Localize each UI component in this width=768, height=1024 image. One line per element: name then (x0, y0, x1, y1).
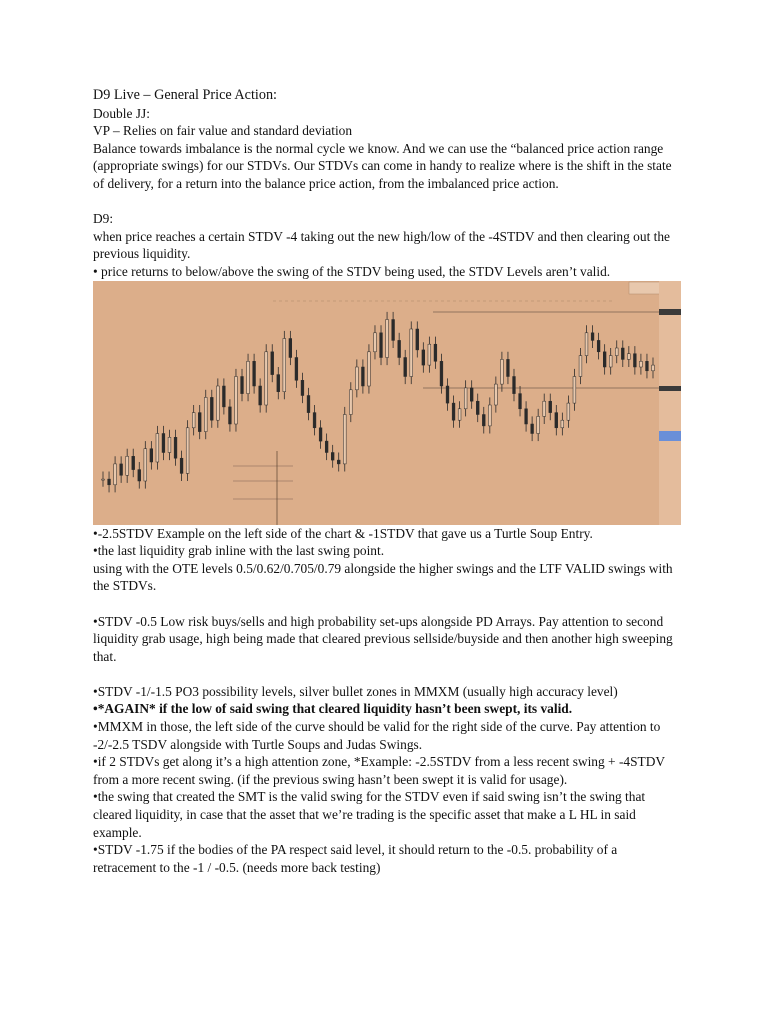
candle-body (138, 469, 141, 480)
candle-body (621, 348, 624, 359)
candle-body (192, 412, 195, 427)
candle-body (277, 374, 280, 391)
candle-body (241, 376, 244, 393)
candle-body (609, 355, 612, 366)
candle-body (331, 452, 334, 460)
candle-body (519, 393, 522, 408)
candle-body (108, 479, 111, 485)
paragraph-balance: Balance towards imbalance is the normal cycle we know. And we can use the “balanced price action range (appropriate swings) for our STDVs. Our STDVs can come in handy to realize where is the shift in the state of delivery, for a return into the balance price action, from the imbalanced price action. (93, 140, 672, 191)
candle-body (476, 401, 479, 414)
candle-body (482, 414, 485, 425)
candle-body (434, 344, 437, 361)
candle-body (222, 386, 225, 407)
candle-body (386, 319, 389, 357)
paragraph-vp: VP – Relies on fair value and standard deviation (93, 123, 353, 139)
paragraph-ote-levels: using with the OTE levels 0.5/0.62/0.705/0.79 alongside the higher swings and the LTF VALID swings with the STDVs. (93, 560, 673, 594)
candle-body (174, 437, 177, 458)
candle-body (458, 408, 461, 419)
candle-body (180, 458, 183, 473)
candle-body (198, 412, 201, 431)
candle-body (640, 361, 643, 367)
candle-body (361, 367, 364, 386)
candle-body (537, 416, 540, 433)
chart-info-box (629, 282, 663, 294)
candle-body (235, 376, 238, 424)
candle-body (313, 412, 316, 427)
candle-body (307, 395, 310, 412)
candle-body (132, 456, 135, 469)
price-axis (659, 281, 681, 525)
candles-group (102, 311, 655, 492)
candle-body (470, 387, 473, 400)
candle-body (603, 351, 606, 366)
candle-body (144, 448, 147, 480)
candle-body (543, 401, 546, 416)
candle-body (507, 359, 510, 376)
candle-body (114, 463, 117, 484)
candle-body (120, 463, 123, 474)
candle-body (355, 367, 358, 390)
candle-body (646, 361, 649, 371)
candle-body (150, 448, 153, 461)
paragraph-stdv1: •STDV -1/-1.5 PO3 possibility levels, silver bullet zones in MMXM (usually high accuracy level) (93, 683, 618, 699)
candle-body (259, 386, 262, 405)
candle-body (452, 403, 455, 420)
candle-body (283, 338, 286, 391)
candle-body (531, 424, 534, 434)
document-title: D9 Live – General Price Action: (93, 87, 277, 103)
candle-body (102, 479, 105, 480)
candle-body (392, 319, 395, 340)
candle-body (265, 351, 268, 404)
candle-body (567, 403, 570, 420)
candle-body (168, 437, 171, 452)
candle-body (446, 386, 449, 403)
price-chart (93, 281, 681, 525)
paragraph-stdv4: when price reaches a certain STDV -4 taking out the new high/low of the -4STDV and then clearing out the previous liquidity. (93, 228, 670, 262)
paragraph-smt: •the swing that created the SMT is the valid swing for the STDV even if said swing isn’t the swing that cleared liquidity, in case that the asset that we’re trading is the specific asset that make a L HL in said example. (93, 789, 646, 840)
candle-body (229, 406, 232, 423)
candle-body (398, 340, 401, 357)
candle-body (513, 376, 516, 393)
candle-body (652, 365, 655, 371)
paragraph-mmxm: •MMXM in those, the left side of the curve should be valid for the right side of the curve. Pay attention to -2/-2.5 TSDV alongside with Turtle Soups and Judas Swings. (93, 719, 661, 752)
candle-body (204, 397, 207, 431)
candle-body (186, 427, 189, 473)
candle-body (525, 408, 528, 423)
candle-body (295, 357, 298, 380)
candle-body (422, 349, 425, 364)
paragraph-price-returns: • price returns to below/above the swing of the STDV being used, the STDV Levels aren’t valid. (93, 263, 611, 279)
candle-body (404, 357, 407, 376)
candle-body (301, 380, 304, 395)
candle-body (597, 340, 600, 351)
candle-body (591, 332, 594, 340)
candle-body (488, 405, 491, 426)
candle-body (216, 386, 219, 420)
candle-body (416, 329, 419, 350)
candle-body (494, 384, 497, 405)
candle-body (440, 361, 443, 386)
candle-body (633, 353, 636, 366)
price-marker-mid (659, 386, 681, 391)
candle-body (126, 456, 129, 475)
candle-body (464, 387, 467, 408)
candle-body (585, 332, 588, 355)
candle-body (380, 332, 383, 357)
paragraph-stdv175: •STDV -1.75 if the bodies of the PA respect said level, it should return to the -0.5. probability of a retracement to the -1 / -0.5. (needs more back testing) (93, 842, 618, 875)
paragraph-double-jj: Double JJ: (93, 105, 150, 121)
paragraph-stdv05: •STDV -0.5 Low risk buys/sells and high probability set-ups alongside PD Arrays. Pay attention to second liquidity grab usage, high being made that cleared previous sellside/buyside and then another high sweeping that. (93, 613, 673, 664)
paragraph-last-liquidity: •the last liquidity grab inline with the last swing point. (93, 543, 385, 559)
candle-body (549, 401, 552, 412)
candle-body (368, 351, 371, 385)
price-chart-image (93, 281, 681, 525)
candle-body (349, 389, 352, 414)
price-marker-top (659, 309, 681, 315)
paragraph-25stdv: •-2.5STDV Example on the left side of the chart & -1STDV that gave us a Turtle Soup Entry. (93, 525, 593, 541)
candle-body (325, 441, 328, 452)
candle-body (428, 344, 431, 365)
candle-body (555, 412, 558, 427)
paragraph-again: •*AGAIN* if the low of said swing that cleared liquidity hasn’t been swept, its valid. (93, 701, 573, 717)
candle-body (343, 414, 346, 463)
candle-body (573, 376, 576, 403)
candle-body (156, 433, 159, 462)
candle-body (561, 420, 564, 428)
candle-body (501, 359, 504, 384)
candle-body (319, 427, 322, 440)
paragraph-two-stdvs: •if 2 STDVs get along it’s a high attention zone, *Example: -2.5STDV from a less recent swing + -4STDV from a more recent swing. (if the previous swing hasn’t been swept it is valid for usage). (93, 754, 665, 787)
candle-body (162, 433, 165, 452)
candle-body (579, 355, 582, 376)
candle-body (247, 361, 250, 393)
candle-body (410, 329, 413, 377)
heading-d9: D9: (93, 211, 114, 227)
document-page (93, 87, 681, 876)
candle-body (289, 338, 292, 357)
candle-body (253, 361, 256, 386)
candle-body (374, 332, 377, 351)
candle-body (337, 460, 340, 464)
candle-body (627, 353, 630, 359)
candle-body (210, 397, 213, 420)
candle-body (615, 348, 618, 356)
current-price-marker (659, 431, 681, 441)
candle-body (271, 351, 274, 374)
